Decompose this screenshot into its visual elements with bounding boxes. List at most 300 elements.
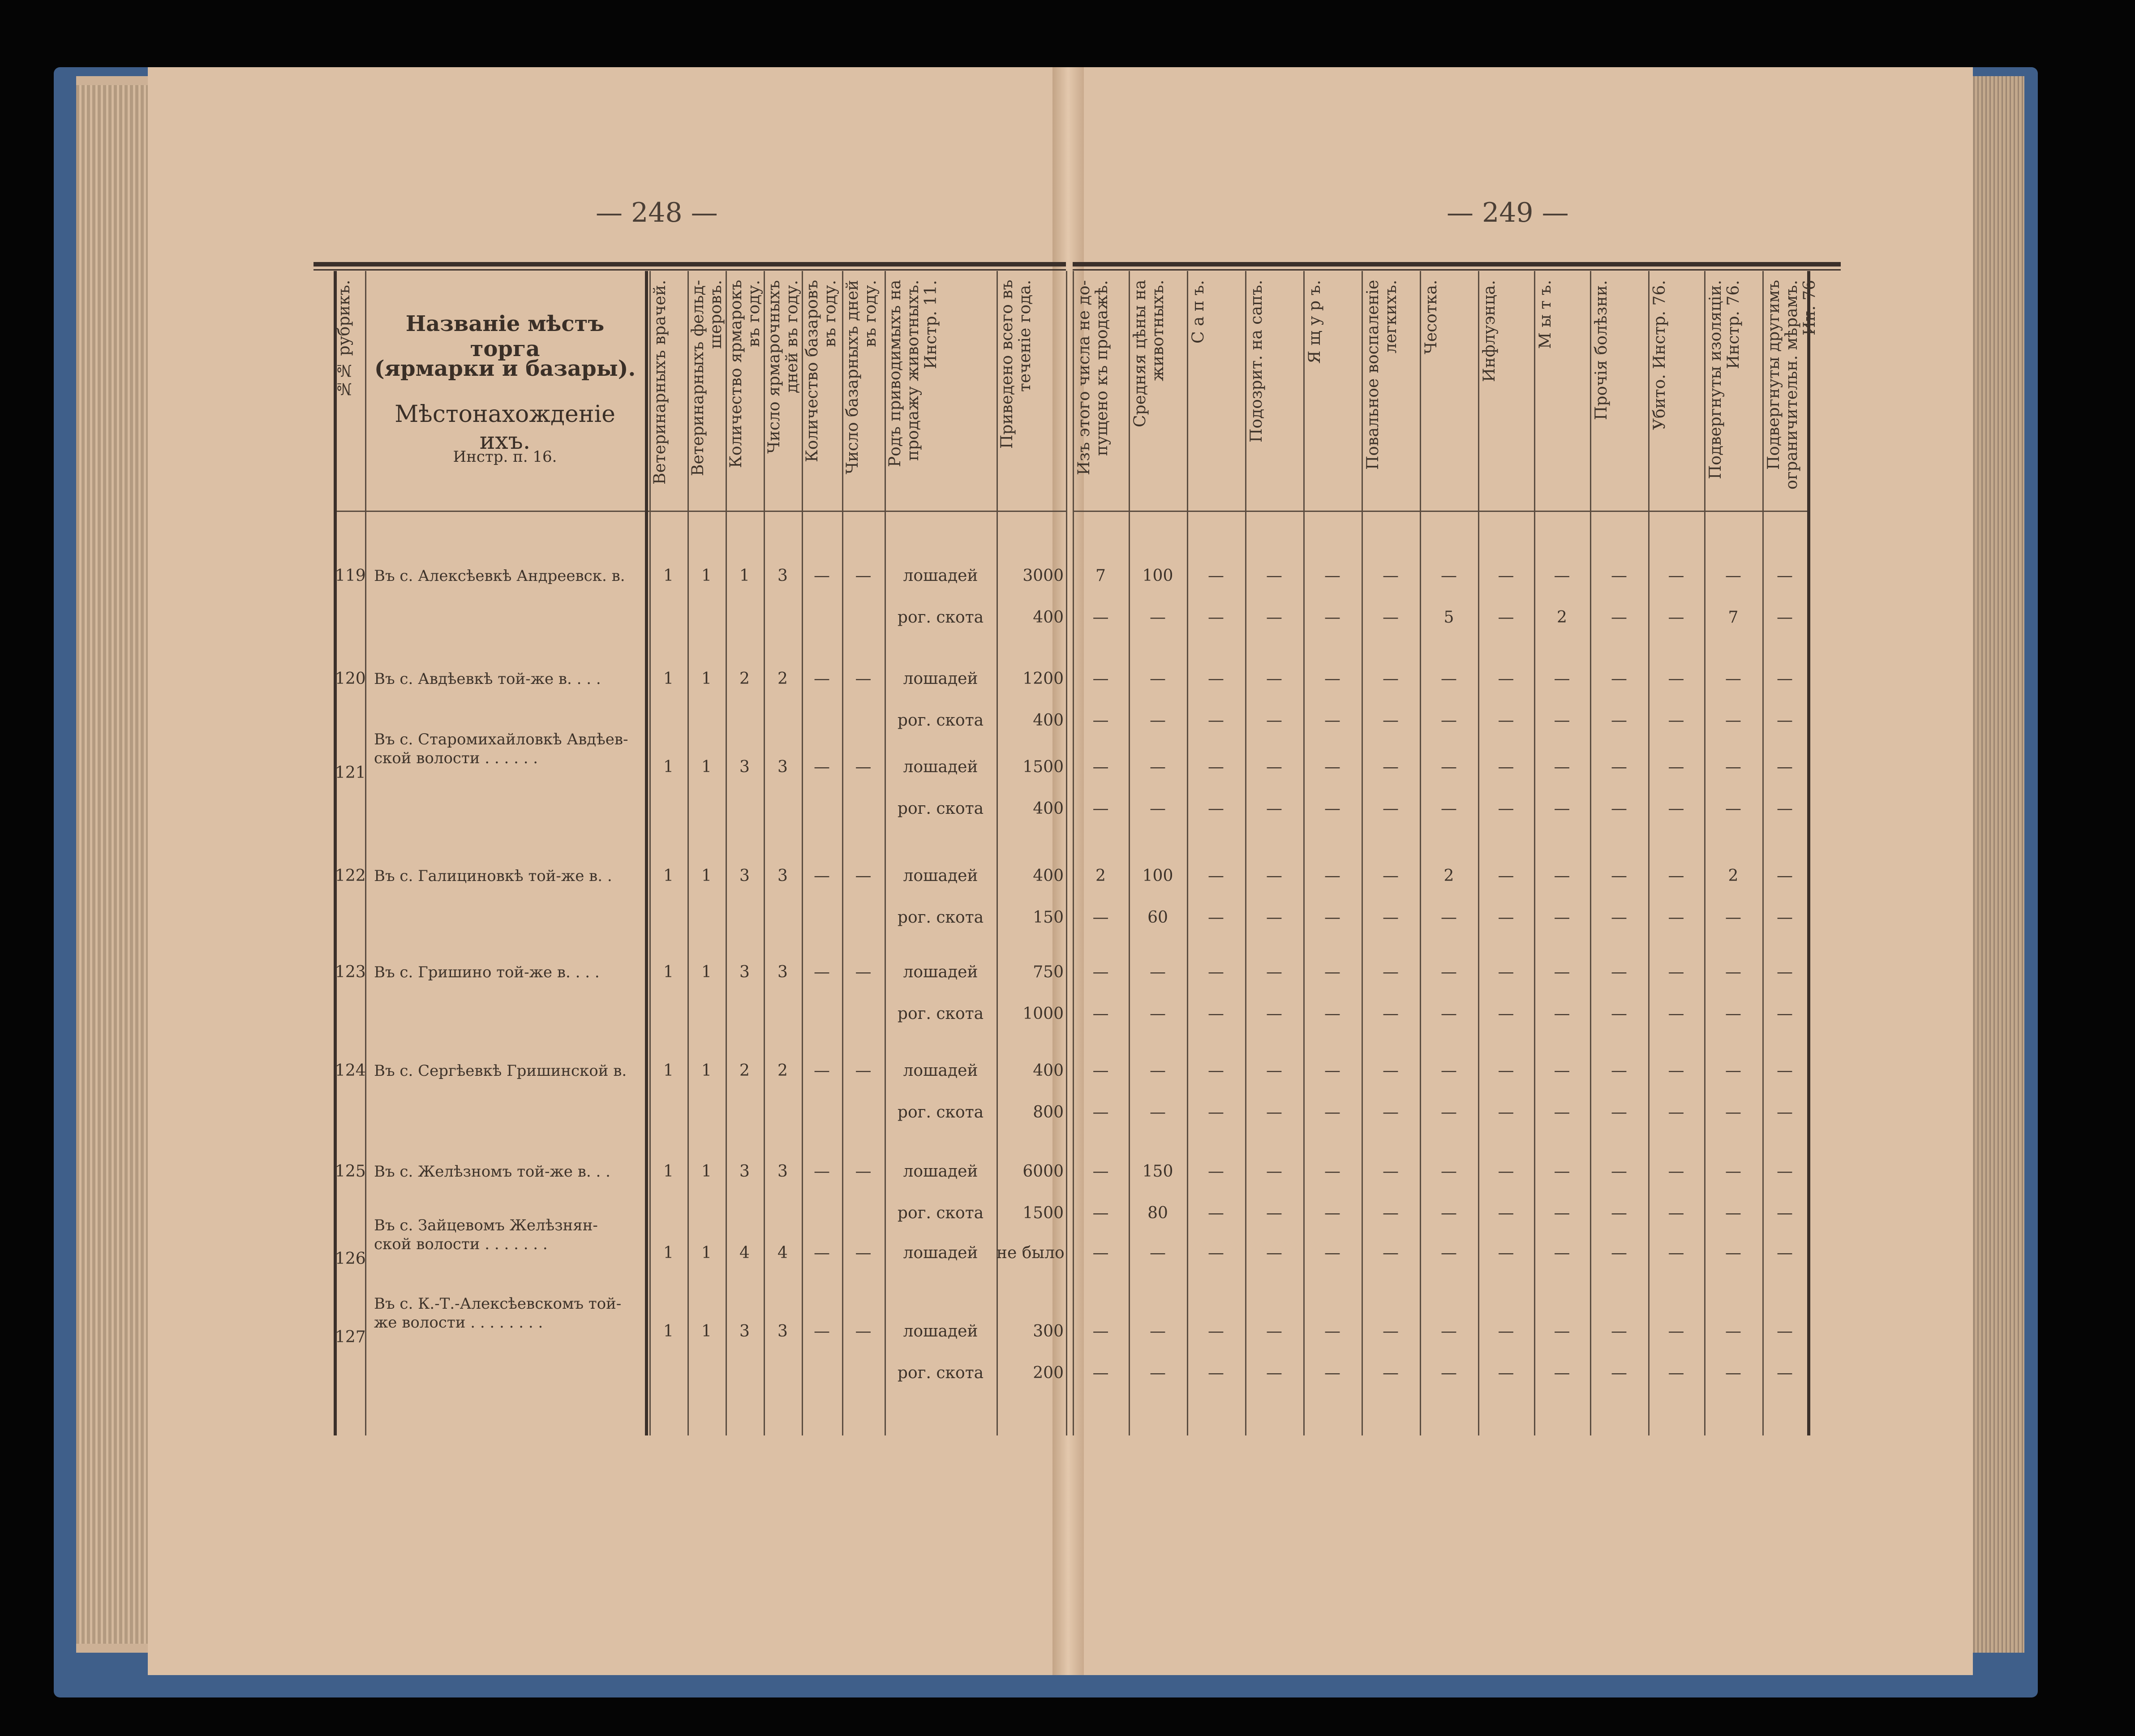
animal-kind: лошадей <box>903 670 978 688</box>
stat-cell: — <box>1498 908 1514 927</box>
stat-cell: — <box>1266 758 1282 776</box>
stat-cell: — <box>1092 799 1109 818</box>
stat-cell: 60 <box>1147 908 1168 927</box>
stat-cell: — <box>1777 1244 1793 1262</box>
stat-cell: — <box>1324 908 1340 927</box>
stat-cell: — <box>1554 867 1570 885</box>
stat-cell: — <box>1777 908 1793 927</box>
total-brought: 400 <box>1033 867 1064 885</box>
stat-cell: — <box>1725 1061 1741 1080</box>
cell-bz: — <box>814 1061 830 1080</box>
stat-cell: — <box>1498 1103 1514 1122</box>
stat-cell: — <box>1668 963 1684 981</box>
total-brought: 1000 <box>1022 1005 1064 1023</box>
header-left-0: №№ рубрикъ. <box>335 280 353 398</box>
cell-bz: — <box>814 867 830 885</box>
stat-cell: — <box>1208 567 1224 585</box>
stat-cell: — <box>1383 608 1399 627</box>
row-number: 122 <box>335 867 366 885</box>
stat-cell: — <box>1725 799 1741 818</box>
cell-bd: — <box>855 1061 872 1080</box>
stat-cell: — <box>1441 1061 1457 1080</box>
stat-cell: — <box>1611 799 1627 818</box>
stat-cell: — <box>1611 1005 1627 1023</box>
stat-cell: — <box>1150 608 1166 627</box>
stat-cell: — <box>1383 670 1399 688</box>
stat-cell: — <box>1611 1204 1627 1222</box>
stat-cell: — <box>1777 608 1793 627</box>
stat-cell: — <box>1611 758 1627 776</box>
column-rule <box>1066 271 1067 1435</box>
stat-cell: — <box>1554 1103 1570 1122</box>
row-number: 126 <box>335 1250 366 1268</box>
animal-kind: лошадей <box>903 1061 978 1080</box>
stat-cell: — <box>1554 1162 1570 1181</box>
cell-ya: 3 <box>739 758 750 776</box>
left-page-number: — 248 — <box>596 197 718 228</box>
cell-bd: — <box>855 758 872 776</box>
animal-kind: лошадей <box>903 758 978 776</box>
stat-cell: — <box>1725 1364 1741 1382</box>
stat-cell: — <box>1498 711 1514 730</box>
stat-cell: — <box>1725 1103 1741 1122</box>
header-right-11: Подвергнуты изоляціи. Инстр. 76. <box>1706 280 1743 479</box>
stat-cell: 2 <box>1728 867 1739 885</box>
market-name: Въ с. Сергѣевкѣ Гришинской в. <box>374 1062 627 1080</box>
stat-cell: — <box>1383 1061 1399 1080</box>
stat-cell: — <box>1150 1005 1166 1023</box>
cell-bz: — <box>814 1322 830 1341</box>
stat-cell: — <box>1208 1244 1224 1262</box>
top-rule-left-thin <box>314 269 1066 271</box>
row-number: 121 <box>335 764 366 782</box>
stat-cell: — <box>1498 1162 1514 1181</box>
stat-cell: — <box>1383 1244 1399 1262</box>
cell-vr: 1 <box>663 1162 674 1181</box>
stat-cell: — <box>1092 711 1109 730</box>
stat-cell: 80 <box>1147 1204 1168 1222</box>
total-brought: 150 <box>1033 908 1064 927</box>
cell-fe: 1 <box>701 1322 712 1341</box>
stat-cell: — <box>1611 1103 1627 1122</box>
stat-cell: — <box>1725 1244 1741 1262</box>
cell-fe: 1 <box>701 1162 712 1181</box>
row-number: 119 <box>335 567 366 585</box>
stat-cell: — <box>1668 758 1684 776</box>
animal-kind: лошадей <box>903 867 978 885</box>
title-line-2: (ярмарки и базары). <box>374 356 636 381</box>
animal-kind: лошадей <box>903 567 978 585</box>
stat-cell: — <box>1498 1244 1514 1262</box>
stat-cell: — <box>1092 1103 1109 1122</box>
market-name: Въ с. Алексѣевкѣ Андреевск. в. <box>374 567 625 585</box>
cell-vr: 1 <box>663 1322 674 1341</box>
stat-cell: — <box>1611 670 1627 688</box>
stat-cell: — <box>1208 1322 1224 1341</box>
stat-cell: — <box>1092 758 1109 776</box>
stat-cell: 150 <box>1142 1162 1173 1181</box>
market-name: Въ с. Авдѣевкѣ той-же в. . . . <box>374 670 601 688</box>
stat-cell: — <box>1441 799 1457 818</box>
title-line-3: Мѣстонахожденіе ихъ. <box>395 401 615 455</box>
stat-cell: — <box>1777 1204 1793 1222</box>
stat-cell: — <box>1498 1204 1514 1222</box>
stat-cell: — <box>1777 758 1793 776</box>
total-brought: 1500 <box>1022 758 1064 776</box>
stat-cell: — <box>1383 1204 1399 1222</box>
stat-cell: — <box>1092 1322 1109 1341</box>
stat-cell: — <box>1150 711 1166 730</box>
stat-cell: — <box>1150 1244 1166 1262</box>
stat-cell: — <box>1725 908 1741 927</box>
stat-cell: — <box>1441 1162 1457 1181</box>
total-brought: 200 <box>1033 1364 1064 1382</box>
stat-cell: — <box>1324 608 1340 627</box>
cell-bd: — <box>855 1162 872 1181</box>
top-rule-right <box>1073 262 1841 266</box>
stat-cell: — <box>1498 799 1514 818</box>
stat-cell: — <box>1266 1103 1282 1122</box>
cell-bd: — <box>855 567 872 585</box>
stat-cell: — <box>1777 867 1793 885</box>
stat-cell: — <box>1611 1162 1627 1181</box>
header-right-4: Я щ у р ъ. <box>1306 280 1324 364</box>
header-right-7: Инфлуэнца. <box>1480 280 1499 382</box>
stat-cell: — <box>1266 567 1282 585</box>
cell-ya: 4 <box>739 1244 750 1262</box>
stat-cell: — <box>1266 1005 1282 1023</box>
stat-cell: — <box>1441 908 1457 927</box>
stat-cell: — <box>1441 758 1457 776</box>
cell-ya: 3 <box>739 963 750 981</box>
stat-cell: — <box>1266 908 1282 927</box>
stat-cell: — <box>1092 1005 1109 1023</box>
stat-cell: — <box>1777 1005 1793 1023</box>
stat-cell: — <box>1266 670 1282 688</box>
stat-cell: — <box>1554 670 1570 688</box>
stat-cell: — <box>1554 1322 1570 1341</box>
animal-kind: рог. скота <box>897 908 984 927</box>
stat-cell: — <box>1498 758 1514 776</box>
cell-yd: 3 <box>778 567 788 585</box>
stat-cell: — <box>1554 1244 1570 1262</box>
stat-cell: — <box>1383 963 1399 981</box>
cell-ya: 3 <box>739 867 750 885</box>
stat-cell: — <box>1611 1244 1627 1262</box>
animal-kind: лошадей <box>903 1322 978 1341</box>
cell-vr: 1 <box>663 670 674 688</box>
stat-cell: 2 <box>1443 867 1454 885</box>
stat-cell: — <box>1668 608 1684 627</box>
top-rule-left <box>314 262 1066 266</box>
stat-cell: — <box>1725 963 1741 981</box>
stat-cell: — <box>1668 1162 1684 1181</box>
cell-ya: 2 <box>739 1061 750 1080</box>
stat-cell: — <box>1208 758 1224 776</box>
stat-cell: — <box>1668 799 1684 818</box>
stat-cell: — <box>1554 567 1570 585</box>
stat-cell: — <box>1266 711 1282 730</box>
header-right-5: Повальное воспаленіе легкихъ. <box>1364 280 1400 470</box>
market-name: Въ с. Зайцевомъ Желѣзнян- ской волости . . . . . . . <box>374 1216 598 1253</box>
page-edges-right <box>1971 76 2024 1653</box>
cell-vr: 1 <box>663 963 674 981</box>
stat-cell: — <box>1611 867 1627 885</box>
market-name: Въ с. Желѣзномъ той-же в. . . <box>374 1163 610 1181</box>
header-right-12: Подвергнуты другимъ ограничительн. мѣрамъ. Ин. 76 <box>1765 280 1819 490</box>
header-right-10: Убито. Инстр. 76. <box>1650 280 1669 430</box>
stat-cell: — <box>1266 799 1282 818</box>
row-number: 127 <box>335 1328 366 1346</box>
right-page-number: — 249 — <box>1447 197 1569 228</box>
cell-bz: — <box>814 963 830 981</box>
stat-cell: — <box>1383 758 1399 776</box>
stat-cell: — <box>1324 758 1340 776</box>
market-name: Въ с. Старомихайловкѣ Авдѣев- ской волости . . . . . . <box>374 730 628 767</box>
stat-cell: — <box>1150 963 1166 981</box>
stat-cell: — <box>1150 1322 1166 1341</box>
stat-cell: — <box>1324 1244 1340 1262</box>
stat-cell: — <box>1611 567 1627 585</box>
cell-bz: — <box>814 1162 830 1181</box>
cell-fe: 1 <box>701 867 712 885</box>
header-rule-right <box>1073 511 1807 512</box>
stat-cell: — <box>1441 567 1457 585</box>
stat-cell: — <box>1498 670 1514 688</box>
cell-yd: 4 <box>778 1244 788 1262</box>
total-brought: 800 <box>1033 1103 1064 1122</box>
stat-cell: — <box>1725 1322 1741 1341</box>
stat-cell: — <box>1208 1061 1224 1080</box>
stat-cell: — <box>1554 1364 1570 1382</box>
stat-cell: — <box>1725 1005 1741 1023</box>
stat-cell: — <box>1668 908 1684 927</box>
header-right-3: Подозрит. на сапъ. <box>1247 280 1266 443</box>
stat-cell: 7 <box>1728 608 1739 627</box>
cell-bz: — <box>814 567 830 585</box>
stat-cell: — <box>1383 1364 1399 1382</box>
stat-cell: — <box>1208 908 1224 927</box>
stat-cell: — <box>1383 711 1399 730</box>
stat-cell: — <box>1441 1244 1457 1262</box>
stat-cell: — <box>1611 908 1627 927</box>
cell-ya: 1 <box>739 567 750 585</box>
stat-cell: — <box>1150 1103 1166 1122</box>
cell-bd: — <box>855 867 872 885</box>
stat-cell: — <box>1150 799 1166 818</box>
animal-kind: рог. скота <box>897 799 984 818</box>
stat-cell: — <box>1208 1162 1224 1181</box>
stat-cell: — <box>1777 799 1793 818</box>
stat-cell: — <box>1611 1364 1627 1382</box>
stat-cell: — <box>1383 1322 1399 1341</box>
stat-cell: — <box>1383 867 1399 885</box>
stat-cell: — <box>1266 1162 1282 1181</box>
stat-cell: — <box>1208 711 1224 730</box>
market-name: Въ с. Галициновкѣ той-же в. . <box>374 867 612 885</box>
stat-cell: — <box>1266 1364 1282 1382</box>
cell-ya: 3 <box>739 1162 750 1181</box>
stat-cell: — <box>1324 1061 1340 1080</box>
total-brought: 400 <box>1033 1061 1064 1080</box>
stat-cell: — <box>1668 1322 1684 1341</box>
cell-fe: 1 <box>701 758 712 776</box>
cell-yd: 2 <box>778 1061 788 1080</box>
cell-bz: — <box>814 1244 830 1262</box>
header-left-2: Ветеринарныхъ фельд- шеровъ. <box>689 280 725 477</box>
cell-fe: 1 <box>701 670 712 688</box>
stat-cell: — <box>1668 1061 1684 1080</box>
cell-bd: — <box>855 1322 872 1341</box>
header-left-7: Родъ приводимыхъ на продажу животныхъ. Инстр. 11. <box>886 280 940 468</box>
row-number: 123 <box>335 963 366 981</box>
stat-cell: — <box>1266 867 1282 885</box>
header-left-6: Число базарныхъ дней въ году. <box>843 280 880 475</box>
stat-cell: — <box>1324 670 1340 688</box>
header-right-2: С а п ъ. <box>1189 280 1207 344</box>
header-left-5: Количество базаровъ въ году. <box>803 280 839 463</box>
stat-cell: — <box>1725 1162 1741 1181</box>
stat-cell: — <box>1324 711 1340 730</box>
stat-cell: — <box>1777 1103 1793 1122</box>
stat-cell: — <box>1611 1061 1627 1080</box>
header-right-1: Средняя цѣны на животныхъ. <box>1131 280 1167 428</box>
stat-cell: — <box>1777 1322 1793 1341</box>
header-left-3: Количество ярмарокъ въ году. <box>727 280 763 468</box>
stat-cell: — <box>1498 567 1514 585</box>
animal-kind: рог. скота <box>897 1364 984 1382</box>
cell-bd: — <box>855 1244 872 1262</box>
stat-cell: — <box>1554 1204 1570 1222</box>
row-number: 125 <box>335 1162 366 1181</box>
header-right-9: Прочія болѣзни. <box>1592 280 1611 420</box>
stat-cell: 2 <box>1095 867 1106 885</box>
row-number: 120 <box>335 670 366 688</box>
stat-cell: — <box>1441 1204 1457 1222</box>
stat-cell: 5 <box>1443 608 1454 627</box>
stat-cell: — <box>1668 1244 1684 1262</box>
title-line-4: Инстр. п. 16. <box>453 448 557 466</box>
header-rule-left <box>334 511 1066 512</box>
header-left-4: Число ярмарочныхъ дней въ году. <box>765 280 801 454</box>
cell-bd: — <box>855 963 872 981</box>
stat-cell: — <box>1725 711 1741 730</box>
stat-cell: — <box>1725 1204 1741 1222</box>
stat-cell: — <box>1150 1364 1166 1382</box>
stat-cell: — <box>1383 1103 1399 1122</box>
stat-cell: 2 <box>1557 608 1567 627</box>
cell-ya: 3 <box>739 1322 750 1341</box>
stat-cell: — <box>1208 1005 1224 1023</box>
stat-cell: — <box>1554 711 1570 730</box>
stat-cell: — <box>1383 567 1399 585</box>
stat-cell: — <box>1668 711 1684 730</box>
stat-cell: — <box>1092 908 1109 927</box>
stat-cell: — <box>1208 670 1224 688</box>
total-brought: не было <box>997 1244 1065 1262</box>
stat-cell: 100 <box>1142 867 1173 885</box>
stat-cell: — <box>1324 1005 1340 1023</box>
stat-cell: — <box>1092 1364 1109 1382</box>
total-brought: 1500 <box>1022 1204 1064 1222</box>
cell-vr: 1 <box>663 1244 674 1262</box>
total-brought: 3000 <box>1022 567 1064 585</box>
stat-cell: — <box>1554 908 1570 927</box>
animal-kind: лошадей <box>903 1244 978 1262</box>
stat-cell: — <box>1668 1103 1684 1122</box>
stat-cell: — <box>1554 1061 1570 1080</box>
cell-yd: 2 <box>778 670 788 688</box>
stat-cell: — <box>1324 1103 1340 1122</box>
animal-kind: рог. скота <box>897 711 984 730</box>
stat-cell: — <box>1668 670 1684 688</box>
stat-cell: — <box>1208 867 1224 885</box>
total-brought: 400 <box>1033 799 1064 818</box>
top-rule-right-thin <box>1073 269 1841 271</box>
animal-kind: рог. скота <box>897 1005 984 1023</box>
cell-fe: 1 <box>701 1244 712 1262</box>
cell-vr: 1 <box>663 867 674 885</box>
stat-cell: — <box>1092 963 1109 981</box>
total-brought: 1200 <box>1022 670 1064 688</box>
stat-cell: — <box>1498 1005 1514 1023</box>
stat-cell: — <box>1150 670 1166 688</box>
cell-fe: 1 <box>701 567 712 585</box>
stat-cell: — <box>1668 1364 1684 1382</box>
cell-yd: 3 <box>778 867 788 885</box>
stat-cell: — <box>1441 1005 1457 1023</box>
animal-kind: рог. скота <box>897 1204 984 1222</box>
stat-cell: — <box>1266 1061 1282 1080</box>
stat-cell: — <box>1208 799 1224 818</box>
stat-cell: — <box>1324 567 1340 585</box>
stat-cell: — <box>1668 867 1684 885</box>
total-brought: 750 <box>1033 963 1064 981</box>
stat-cell: — <box>1441 1364 1457 1382</box>
stat-cell: — <box>1725 670 1741 688</box>
stat-cell: — <box>1777 1162 1793 1181</box>
page-edges-left <box>76 85 148 1644</box>
cell-bz: — <box>814 670 830 688</box>
stat-cell: — <box>1324 867 1340 885</box>
stat-cell: — <box>1324 1322 1340 1341</box>
stat-cell: — <box>1324 1364 1340 1382</box>
header-left-1: Ветеринарныхъ врачей. <box>651 280 669 485</box>
stat-cell: — <box>1266 1244 1282 1262</box>
stat-cell: — <box>1668 1005 1684 1023</box>
stat-cell: — <box>1498 963 1514 981</box>
stat-cell: — <box>1498 608 1514 627</box>
column-rule <box>1807 271 1810 1435</box>
animal-kind: лошадей <box>903 963 978 981</box>
cell-yd: 3 <box>778 1322 788 1341</box>
stat-cell: — <box>1777 670 1793 688</box>
stat-cell: — <box>1208 1364 1224 1382</box>
stat-cell: — <box>1383 908 1399 927</box>
title-line-1: Названіе мѣстъ торга <box>405 311 605 361</box>
cell-yd: 3 <box>778 1162 788 1181</box>
stat-cell: — <box>1383 799 1399 818</box>
cell-bz: — <box>814 758 830 776</box>
stat-cell: — <box>1324 1162 1340 1181</box>
cell-fe: 1 <box>701 963 712 981</box>
column-rule <box>645 271 648 1435</box>
stat-cell: — <box>1611 963 1627 981</box>
stat-cell: — <box>1441 1322 1457 1341</box>
header-right-8: М ы т ъ. <box>1536 280 1555 349</box>
stat-cell: — <box>1554 758 1570 776</box>
cell-ya: 2 <box>739 670 750 688</box>
